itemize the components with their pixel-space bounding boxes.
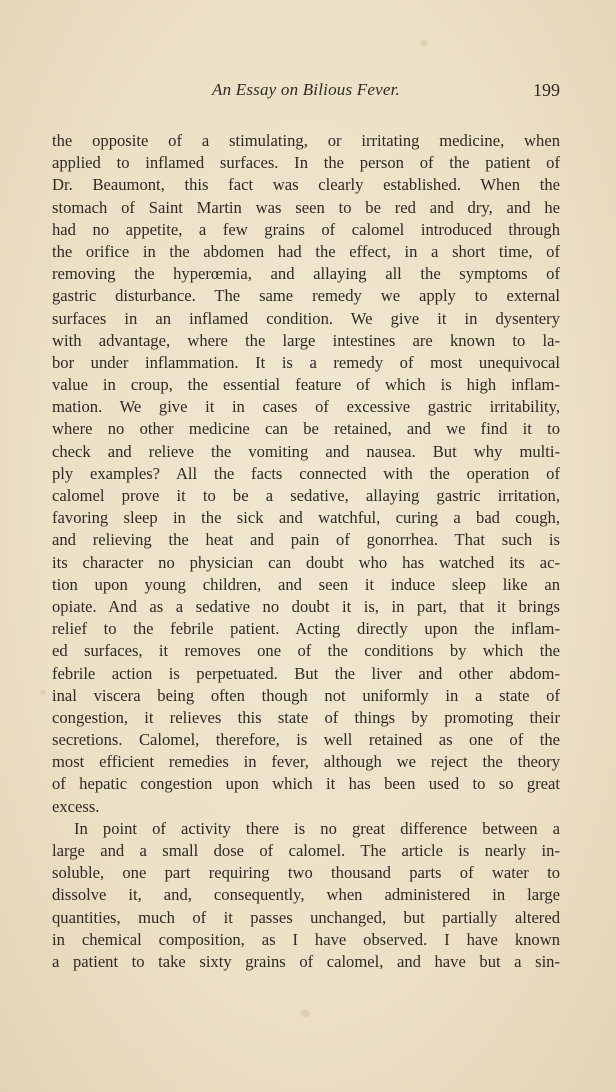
text-line: quantities, much of it passes unchanged, but partially altered <box>52 907 560 927</box>
text-line: ed surfaces, it removes one of the conditions by which the <box>52 641 560 661</box>
text-line: had no appetite, a few grains of calomel introduced through <box>52 219 560 239</box>
text-line: check and relieve the vomiting and nausea. But why multi- <box>52 441 560 461</box>
text-line: with advantage, where the large intestines are known to la- <box>52 330 560 350</box>
text-line: surfaces in an inflamed condition. We give it in dysentery <box>52 308 560 328</box>
paper-stain <box>300 1010 310 1017</box>
text-line: favoring sleep in the sick and watchful, curing a bad cough, <box>52 508 560 528</box>
text-line: a patient to take sixty grains of calomel, and have but a sin- <box>52 951 560 971</box>
text-line: the opposite of a stimulating, or irritating medicine, when <box>52 131 560 150</box>
text-line: dissolve it, and, consequently, when administered in large <box>52 885 560 905</box>
page-number: 199 <box>533 80 560 100</box>
text-line: Dr. Beaumont, this fact was clearly established. When the <box>52 175 560 195</box>
text-line: stomach of Saint Martin was seen to be red and dry, and he <box>52 197 560 217</box>
text-line: in chemical composition, as I have observed. I have known <box>52 929 560 949</box>
body-text <box>52 130 560 973</box>
text-line: secretions. Calomel, therefore, is well retained as one of the <box>52 730 560 750</box>
text-line: tion upon young children, and seen it induce sleep like an <box>52 574 560 594</box>
text-line: bor under inflammation. It is a remedy of most unequivocal <box>52 352 560 372</box>
paragraph-start-line: In point of activity there is no great difference between a <box>74 818 560 838</box>
paper-stain <box>40 690 46 695</box>
text-line: mation. We give it in cases of excessive gastric irritability, <box>52 397 560 417</box>
text-line: soluble, one part requiring two thousand parts of water to <box>52 863 560 883</box>
text-line: opiate. And as a sedative no doubt it is, in part, that it brings <box>52 596 560 616</box>
text-line: value in croup, the essential feature of which is high inflam- <box>52 375 560 395</box>
text-line: congestion, it relieves this state of things by promoting their <box>52 707 560 727</box>
text-line: and relieving the heat and pain of gonorrhea. That such is <box>52 530 560 550</box>
text-line: of hepatic congestion upon which it has been used to so great <box>52 774 560 794</box>
text-line: its character no physician can doubt who has watched its ac- <box>52 552 560 572</box>
text-line: large and a small dose of calomel. The article is nearly in- <box>52 841 560 860</box>
text-line: febrile action is perpetuated. But the liver and other abdom- <box>52 663 560 683</box>
text-line: calomel prove it to be a sedative, allaying gastric irritation, <box>52 486 560 505</box>
running-title: An Essay on Bilious Fever. <box>212 80 400 99</box>
text-line: relief to the febrile patient. Acting directly upon the inflam- <box>52 619 560 639</box>
text-line: the orifice in the abdomen had the effect, in a short time, of <box>52 241 560 261</box>
text-line: inal viscera being often though not uniformly in a state of <box>52 685 560 705</box>
text-line: most efficient remedies in fever, although we reject the theory <box>52 752 560 772</box>
text-line: ply examples? All the facts connected with the operation of <box>52 463 560 483</box>
paper-stain <box>420 40 428 46</box>
text-line: removing the hyperœmia, and allaying all the symptoms of <box>52 264 560 284</box>
text-line: where no other medicine can be retained, and we find it to <box>52 419 560 439</box>
text-line: gastric disturbance. The same remedy we apply to external <box>52 286 560 306</box>
page-header <box>52 80 560 104</box>
text-line: applied to inflamed surfaces. In the person of the patient of <box>52 153 560 173</box>
paragraph-end-line: excess. <box>52 796 100 816</box>
